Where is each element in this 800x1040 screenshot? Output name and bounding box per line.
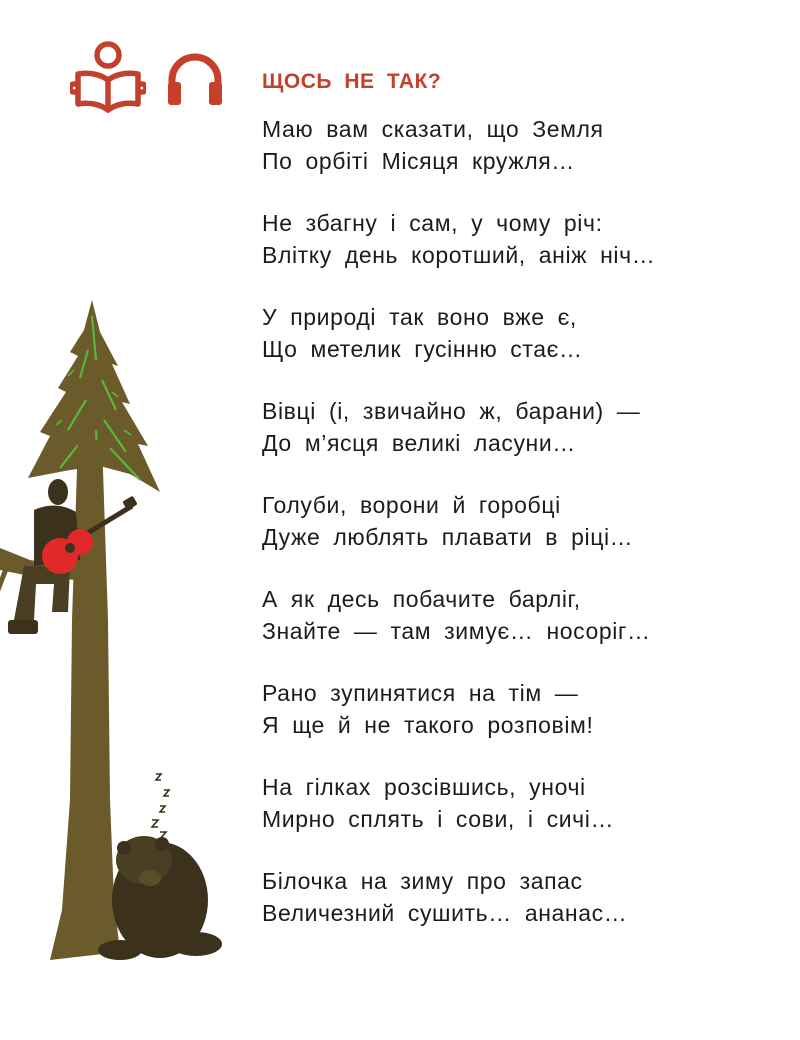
poem-line: Маю вам сказати, що Земля — [262, 116, 604, 142]
poem-line: Вівці (і, звичайно ж, барани) — — [262, 398, 641, 424]
stanza — [262, 396, 782, 459]
poem — [262, 114, 782, 960]
poem-line: Рано зупинятися на тім — — [262, 680, 579, 706]
poem-line: Величезний сушить… ананас… — [262, 899, 628, 926]
stanza — [262, 584, 782, 647]
stanza — [262, 208, 782, 271]
stanza — [262, 866, 782, 929]
stanza — [262, 772, 782, 835]
stanza — [262, 114, 782, 177]
poem-line: До м’ясця великі ласуни… — [262, 429, 576, 456]
tree-illustration — [0, 296, 230, 966]
poem-line: Дуже люблять плавати в ріці… — [262, 523, 634, 550]
poem-line: Влітку день коротший, аніж ніч… — [262, 241, 656, 268]
poem-line: По орбіті Місяця кружля… — [262, 147, 575, 174]
sleeping-bear — [98, 836, 222, 960]
sleep-zzz — [152, 774, 169, 839]
stanza — [262, 302, 782, 365]
poem-line: Мирно сплять і сови, і сичі… — [262, 805, 615, 832]
poem-line: А як десь побачите барліг, — [262, 586, 581, 612]
headphones-icon[interactable] — [166, 50, 224, 108]
reading-child-icon — [70, 40, 146, 114]
poem-line: Що метелик гусінню стає… — [262, 335, 583, 362]
poem-line: У природі так воно вже є, — [262, 304, 577, 330]
poem-title: ЩОСЬ НЕ ТАК? — [262, 70, 442, 93]
poem-line: Голуби, ворони й горобці — [262, 492, 561, 518]
poem-line: Не збагну і сам, у чому річ: — [262, 210, 603, 236]
stanza — [262, 678, 782, 741]
poem-line: Білочка на зиму про запас — [262, 868, 583, 894]
poem-line: Знайте — там зимує… носоріг… — [262, 617, 651, 644]
poem-line: На гілках розсівшись, уночі — [262, 774, 586, 800]
poem-line: Я ще й не такого розповім! — [262, 711, 594, 738]
stanza — [262, 490, 782, 553]
